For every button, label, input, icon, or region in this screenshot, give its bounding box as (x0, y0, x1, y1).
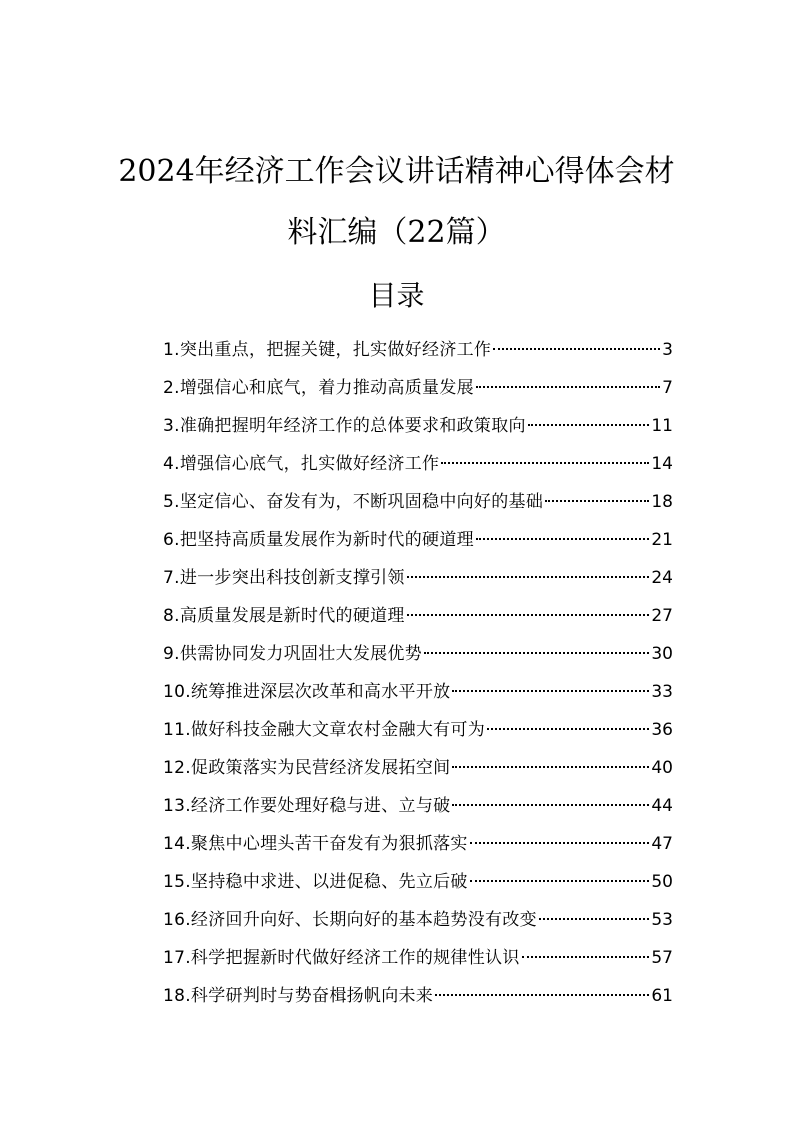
toc-item-label: 6.把坚持高质量发展作为新时代的硬道理 (163, 530, 474, 550)
toc-leader-dots (493, 348, 660, 350)
toc-item-page: 14 (651, 454, 673, 474)
toc-item[interactable] (163, 676, 673, 714)
toc-leader-dots (470, 842, 650, 844)
toc-leader-dots (452, 804, 649, 806)
table-of-contents (163, 334, 673, 1018)
toc-item-page: 47 (651, 834, 673, 854)
toc-item-label: 16.经济回升向好、长期向好的基本趋势没有改变 (163, 910, 537, 930)
toc-leader-dots (487, 728, 649, 730)
toc-item-label: 3.准确把握明年经济工作的总体要求和政策取向 (163, 416, 526, 436)
toc-item[interactable] (163, 410, 673, 448)
toc-item-page: 24 (651, 568, 673, 588)
toc-item-label: 9.供需协同发力巩固壮大发展优势 (163, 644, 423, 664)
toc-item-page: 40 (651, 758, 673, 778)
toc-heading: 目录 (368, 279, 425, 312)
toc-item[interactable] (163, 638, 673, 676)
toc-leader-dots (528, 424, 650, 426)
toc-item-page: 36 (651, 720, 673, 740)
toc-leader-dots (452, 766, 649, 768)
toc-leader-dots (470, 880, 650, 882)
toc-item[interactable] (163, 980, 673, 1018)
toc-item-page: 3 (662, 340, 673, 360)
toc-item-page: 44 (651, 796, 673, 816)
toc-item-page: 57 (651, 948, 673, 968)
toc-leader-dots (435, 994, 649, 996)
toc-leader-dots (539, 918, 649, 920)
toc-item-page: 7 (662, 378, 673, 398)
toc-item-page: 61 (651, 986, 673, 1006)
toc-item-label: 4.增强信心底气，扎实做好经济工作 (163, 454, 440, 474)
toc-item-label: 2.增强信心和底气，着力推动高质量发展 (163, 378, 474, 398)
toc-item-label: 18.科学研判时与势奋楫扬帆向未来 (163, 986, 434, 1006)
toc-leader-dots (407, 576, 650, 578)
toc-item[interactable] (163, 524, 673, 562)
toc-leader-dots (476, 538, 649, 540)
toc-leader-dots (522, 956, 650, 958)
toc-item[interactable] (163, 828, 673, 866)
toc-item-label: 13.经济工作要处理好稳与进、立与破 (163, 796, 451, 816)
toc-item-label: 15.坚持稳中求进、以进促稳、先立后破 (163, 872, 468, 892)
document-title-line-2: 料汇编（22篇） (287, 215, 506, 250)
toc-item-page: 21 (651, 530, 673, 550)
toc-item-page: 30 (651, 644, 673, 664)
toc-item[interactable] (163, 752, 673, 790)
toc-item-page: 11 (651, 416, 673, 436)
toc-item-label: 14.聚焦中心埋头苦干奋发有为狠抓落实 (163, 834, 468, 854)
toc-item[interactable] (163, 790, 673, 828)
toc-item-label: 12.促政策落实为民营经济发展拓空间 (163, 758, 451, 778)
toc-item-label: 10.统筹推进深层次改革和高水平开放 (163, 682, 451, 702)
toc-item[interactable] (163, 866, 673, 904)
toc-leader-dots (545, 500, 649, 502)
toc-item-label: 7.进一步突出科技创新支撑引领 (163, 568, 405, 588)
toc-leader-dots (424, 652, 649, 654)
toc-item-label: 1.突出重点，把握关键，扎实做好经济工作 (163, 340, 492, 360)
toc-item[interactable] (163, 334, 673, 372)
toc-item-page: 18 (651, 492, 673, 512)
toc-leader-dots (407, 614, 650, 616)
toc-item-label: 17.科学把握新时代做好经济工作的规律性认识 (163, 948, 520, 968)
document-title-line-1: 2024年经济工作会议讲话精神心得体会材 (118, 154, 675, 189)
toc-item[interactable] (163, 714, 673, 752)
toc-leader-dots (441, 462, 649, 464)
toc-item-label: 11.做好科技金融大文章农村金融大有可为 (163, 720, 486, 740)
toc-item-page: 33 (651, 682, 673, 702)
toc-item[interactable] (163, 942, 673, 980)
toc-leader-dots (452, 690, 649, 692)
toc-item[interactable] (163, 600, 673, 638)
toc-item[interactable] (163, 904, 673, 942)
toc-item-label: 8.高质量发展是新时代的硬道理 (163, 606, 405, 626)
toc-leader-dots (476, 386, 660, 388)
toc-item-page: 53 (651, 910, 673, 930)
toc-item[interactable] (163, 372, 673, 410)
toc-item-label: 5.坚定信心、奋发有为，不断巩固稳中向好的基础 (163, 492, 544, 512)
toc-item[interactable] (163, 562, 673, 600)
toc-item-page: 50 (651, 872, 673, 892)
toc-item-page: 27 (651, 606, 673, 626)
toc-item[interactable] (163, 486, 673, 524)
toc-item[interactable] (163, 448, 673, 486)
